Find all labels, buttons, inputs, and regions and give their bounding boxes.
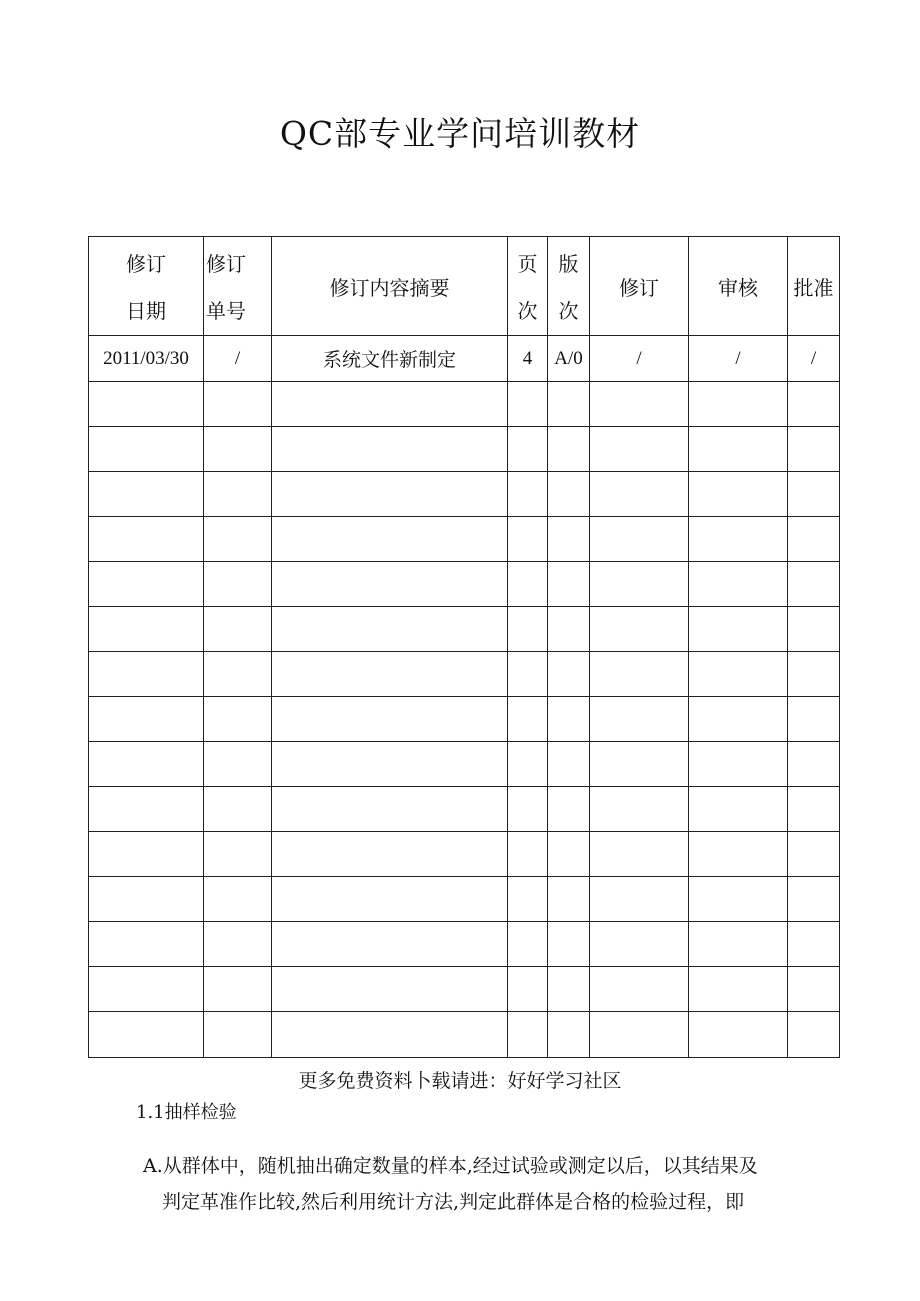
empty-cell [548, 517, 590, 562]
empty-cell [788, 967, 840, 1012]
empty-cell [508, 1012, 548, 1058]
empty-cell [272, 607, 508, 652]
header-revision-date: 修订 日期 [89, 237, 204, 336]
empty-cell [590, 607, 689, 652]
empty-cell [508, 967, 548, 1012]
empty-cell [272, 697, 508, 742]
empty-cell [89, 562, 204, 607]
empty-cell [508, 922, 548, 967]
empty-cell [272, 877, 508, 922]
empty-cell [272, 742, 508, 787]
empty-cell [548, 607, 590, 652]
empty-cell [204, 877, 272, 922]
empty-cell [689, 517, 788, 562]
empty-cell [590, 517, 689, 562]
empty-cell [89, 877, 204, 922]
empty-cell [788, 742, 840, 787]
empty-cell [689, 652, 788, 697]
empty-cell [508, 877, 548, 922]
empty-cell [548, 967, 590, 1012]
empty-cell [89, 517, 204, 562]
empty-cell [788, 697, 840, 742]
table-row-empty [89, 877, 840, 922]
empty-cell [204, 787, 272, 832]
empty-cell [689, 832, 788, 877]
empty-cell [89, 472, 204, 517]
empty-cell [590, 427, 689, 472]
header-version: 版 次 [548, 237, 590, 336]
header-summary: 修订内容摘要 [272, 237, 508, 336]
empty-cell [788, 562, 840, 607]
empty-cell [590, 787, 689, 832]
empty-cell [590, 652, 689, 697]
empty-cell [272, 427, 508, 472]
empty-cell [788, 1012, 840, 1058]
revision-table [88, 236, 840, 1058]
header-approved: 批准 [788, 237, 840, 336]
table-row-empty [89, 472, 840, 517]
empty-cell [689, 967, 788, 1012]
empty-cell [204, 562, 272, 607]
empty-rows [89, 382, 840, 1058]
empty-cell [272, 652, 508, 697]
empty-cell [508, 472, 548, 517]
empty-cell [590, 877, 689, 922]
cell-no: / [204, 336, 272, 382]
empty-cell [548, 742, 590, 787]
empty-cell [788, 877, 840, 922]
cell-page: 4 [508, 336, 548, 382]
empty-cell [204, 607, 272, 652]
empty-cell [272, 832, 508, 877]
empty-cell [204, 382, 272, 427]
section-heading: 1.1抽样检验 [136, 1102, 237, 1123]
empty-cell [590, 832, 689, 877]
table-row-empty [89, 562, 840, 607]
empty-cell [508, 787, 548, 832]
empty-cell [89, 832, 204, 877]
empty-cell [548, 877, 590, 922]
empty-cell [788, 427, 840, 472]
cell-approved: / [788, 336, 840, 382]
table-row-empty [89, 832, 840, 877]
table-row-empty [89, 1012, 840, 1058]
empty-cell [204, 742, 272, 787]
table-row-empty [89, 517, 840, 562]
empty-cell [548, 427, 590, 472]
empty-cell [788, 922, 840, 967]
table-row-empty [89, 967, 840, 1012]
cell-reviewed: / [689, 336, 788, 382]
table-row-empty [89, 742, 840, 787]
cell-revised: / [590, 336, 689, 382]
empty-cell [272, 562, 508, 607]
empty-cell [89, 922, 204, 967]
empty-cell [204, 517, 272, 562]
empty-cell [508, 517, 548, 562]
empty-cell [89, 607, 204, 652]
empty-cell [689, 877, 788, 922]
empty-cell [788, 382, 840, 427]
empty-cell [548, 787, 590, 832]
paragraph-line: 判定革准作比较,然后利用统计方法,判定此群体是合格的检验过程，即 [162, 1191, 745, 1213]
cell-date: 2011/03/30 [89, 336, 204, 382]
empty-cell [689, 922, 788, 967]
empty-cell [689, 607, 788, 652]
table-row [89, 336, 840, 382]
empty-cell [548, 697, 590, 742]
document-title: QC部专业学问培训教材 [279, 114, 641, 153]
empty-cell [508, 562, 548, 607]
empty-cell [689, 787, 788, 832]
empty-cell [590, 472, 689, 517]
empty-cell [590, 742, 689, 787]
empty-cell [89, 652, 204, 697]
empty-cell [204, 472, 272, 517]
empty-cell [204, 652, 272, 697]
empty-cell [590, 967, 689, 1012]
empty-cell [89, 967, 204, 1012]
empty-cell [590, 562, 689, 607]
table-row-empty [89, 382, 840, 427]
table-row-empty [89, 652, 840, 697]
empty-cell [689, 1012, 788, 1058]
empty-cell [788, 652, 840, 697]
empty-cell [508, 427, 548, 472]
empty-cell [204, 697, 272, 742]
empty-cell [548, 652, 590, 697]
empty-cell [89, 697, 204, 742]
empty-cell [272, 922, 508, 967]
empty-cell [272, 472, 508, 517]
empty-cell [89, 787, 204, 832]
table-row-empty [89, 787, 840, 832]
empty-cell [788, 787, 840, 832]
empty-cell [689, 562, 788, 607]
empty-cell [689, 472, 788, 517]
empty-cell [204, 427, 272, 472]
empty-cell [204, 1012, 272, 1058]
empty-cell [204, 922, 272, 967]
empty-cell [788, 607, 840, 652]
empty-cell [89, 742, 204, 787]
cell-version: A/0 [548, 336, 590, 382]
empty-cell [89, 382, 204, 427]
empty-cell [548, 922, 590, 967]
empty-cell [788, 832, 840, 877]
empty-cell [89, 427, 204, 472]
table-row-empty [89, 697, 840, 742]
table-row-empty [89, 427, 840, 472]
header-reviewed: 审核 [689, 237, 788, 336]
empty-cell [272, 517, 508, 562]
empty-cell [590, 1012, 689, 1058]
empty-cell [272, 967, 508, 1012]
empty-cell [548, 832, 590, 877]
empty-cell [204, 832, 272, 877]
empty-cell [272, 382, 508, 427]
empty-cell [204, 967, 272, 1012]
empty-cell [548, 472, 590, 517]
empty-cell [508, 652, 548, 697]
empty-cell [590, 697, 689, 742]
empty-cell [548, 1012, 590, 1058]
table-row-empty [89, 922, 840, 967]
header-revision-no: 修订 单号 [204, 237, 272, 336]
empty-cell [508, 697, 548, 742]
empty-cell [508, 382, 548, 427]
empty-cell [548, 382, 590, 427]
empty-cell [788, 517, 840, 562]
paragraph-line: A.从群体中，随机抽出确定数量的样本,经过试验或测定以后，以其结果及 [143, 1155, 758, 1177]
empty-cell [689, 742, 788, 787]
empty-cell [508, 742, 548, 787]
empty-cell [508, 607, 548, 652]
empty-cell [590, 922, 689, 967]
empty-cell [548, 562, 590, 607]
empty-cell [590, 382, 689, 427]
empty-cell [272, 787, 508, 832]
table-header-row [89, 237, 840, 336]
empty-cell [788, 472, 840, 517]
header-revised: 修订 [590, 237, 689, 336]
empty-cell [89, 1012, 204, 1058]
empty-cell [689, 427, 788, 472]
empty-cell [272, 1012, 508, 1058]
empty-cell [689, 697, 788, 742]
download-note: 更多免费资料卜载请进：好好学习社区 [298, 1070, 622, 1092]
table-row-empty [89, 607, 840, 652]
empty-cell [689, 382, 788, 427]
cell-summary: 系统文件新制定 [272, 336, 508, 382]
header-page: 页 次 [508, 237, 548, 336]
empty-cell [508, 832, 548, 877]
